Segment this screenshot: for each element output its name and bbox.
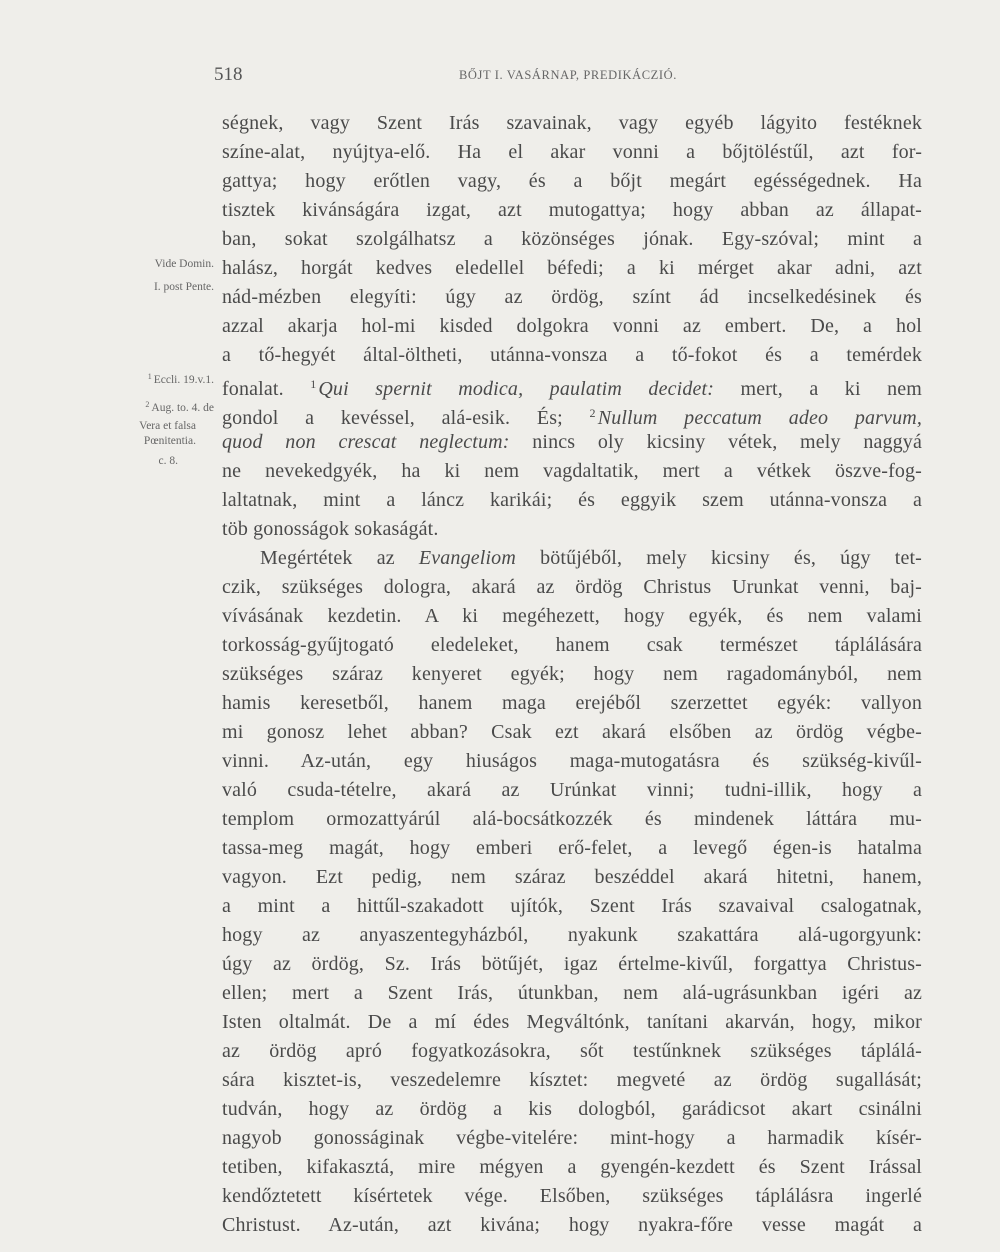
body-text bbox=[222, 109, 922, 1240]
text-line bbox=[222, 399, 922, 428]
text-run: Megértétek az bbox=[260, 547, 395, 569]
text-line: tetiben, kifakasztá, mire mégyen a gyengén-kezdett és Szent Irással bbox=[222, 1156, 922, 1178]
text-line: azzal akarja hol-mi kisded dolgokra vonni az embert. De, a hol bbox=[222, 315, 922, 337]
text-line: tudván, hogy az ördög a kis dologból, garádicsot akart csinálni bbox=[222, 1098, 922, 1120]
text-line: nád-mézben elegyíti: úgy az ördög, színt ád incselkedésinek és bbox=[222, 286, 922, 308]
text-line: ban, sokat szolgálhatsz a közönséges jónak. Egy-szóval; mint a bbox=[222, 228, 922, 250]
text-line: nagyob gonosságinak végbe-vitelére: mint-hogy a harmadik kísér- bbox=[222, 1127, 922, 1149]
text-run: mert, a ki nem bbox=[740, 378, 922, 400]
text-line: torkosság-gyűjtogató eledeleket, hanem csak természet táplálására bbox=[222, 634, 922, 656]
text-line: az ördög apró fogyatkozásokra, sőt testűnknek szükséges táplálá- bbox=[222, 1040, 922, 1062]
text-line: kendőztetett kísértetek vége. Elsőben, szükséges táplálásra ingerlé bbox=[222, 1185, 922, 1207]
text-line: vinni. Az-után, egy hiuságos maga-mutogatásra és szükség-kivűl- bbox=[222, 750, 922, 772]
margin-note-line: I. post Pente. bbox=[153, 281, 214, 293]
text-line: szükséges száraz kenyeret egyék; hogy nem ragadományból, nem bbox=[222, 663, 922, 685]
margin-note-line: Vide Domin. bbox=[154, 258, 214, 270]
latin-quote: Nullum peccatum adeo parvum, bbox=[597, 407, 922, 429]
margin-note-eccli bbox=[148, 369, 214, 388]
latin-quote: quod non crescat neglectum: bbox=[222, 431, 510, 453]
text-line: színe-alat, nyújtya-elő. Ha el akar vonni a bőjtöléstűl, azt for- bbox=[222, 141, 922, 163]
text-line: töb gonosságok sokaságát. bbox=[222, 518, 439, 540]
text-line: úgy az ördög, Sz. Irás bötűjét, igaz értelme-kivűl, forgattya Christus- bbox=[222, 953, 922, 975]
text-run: gondol a kevéssel, alá-esik. És; bbox=[222, 407, 563, 429]
text-run: bötűjéből, mely kicsiny és, úgy tet- bbox=[540, 547, 922, 569]
margin-note-line: Aug. to. 4. de bbox=[151, 402, 214, 414]
margin-note-line: Pœnitentia. bbox=[143, 435, 196, 447]
text-line: a tő-hegyét által-öltheti, utánna-vonsza a tő-fokot és a temérdek bbox=[222, 344, 922, 366]
margin-note-line: Vera et falsa bbox=[139, 420, 196, 432]
text-line bbox=[222, 370, 922, 399]
footnote-mark: 1 bbox=[147, 372, 152, 381]
latin-quote: Qui spernit modica, paulatim decidet: bbox=[318, 378, 715, 400]
text-line: hogy az anyaszentegyházból, nyakunk szakattára alá-ugorgyunk: bbox=[222, 924, 922, 946]
text-line: templom ormozattyárúl alá-bocsátkozzék és mindenek láttára mu- bbox=[222, 808, 922, 830]
margin-note-post-pente bbox=[154, 280, 214, 295]
running-head: BŐJT I. VASÁRNAP, PREDIKÁCZIÓ. bbox=[458, 68, 678, 82]
margin-note-line: c. 8. bbox=[158, 455, 178, 467]
text-line: mi gonosz lehet abban? Csak ezt akará elsőben az ördög végbe- bbox=[222, 721, 922, 743]
margin-note-line: Eccli. 19.v.1. bbox=[153, 374, 214, 386]
text-line: vagyon. Ezt pedig, nem száraz beszéddel akará hitetni, hanem, bbox=[222, 866, 922, 888]
text-line: a mint a hittűl-szakadott ujítók, Szent Irás szavaival csalogatnak, bbox=[222, 895, 922, 917]
footnote-mark: 2 bbox=[589, 406, 596, 420]
text-line: Isten oltalmát. De a mí édes Megváltónk, tanítani akarván, hogy, mikor bbox=[222, 1011, 922, 1033]
text-line: hamis keresetből, hanem maga erejéből szerzettet egyék: vallyon bbox=[222, 692, 922, 714]
margin-note-poenitentia bbox=[144, 434, 196, 449]
text-line: ségnek, vagy Szent Irás szavainak, vagy egyéb lágyito festéknek bbox=[222, 112, 922, 134]
text-line: czik, szükséges dologra, akará az ördög Christus Urunkat venni, baj- bbox=[222, 576, 922, 598]
text-line: vívásának kezdetin. A ki megéhezett, hogy egyék, és nem valami bbox=[222, 605, 922, 627]
text-line: ellen; mert a Szent Irás, útunkban, nem alá-ugrásunkban igéri az bbox=[222, 982, 922, 1004]
text-line: sára kisztet-is, veszedelemre kísztet: megveté az ördög sugallását; bbox=[222, 1069, 922, 1091]
text-line: tassa-meg magát, hogy emberi erő-felet, a levegő égen-is hatalma bbox=[222, 837, 922, 859]
text-line bbox=[222, 428, 922, 457]
text-line: tisztek kivánságára izgat, azt mutogattya; hogy abban az állapat- bbox=[222, 199, 922, 221]
text-line bbox=[222, 544, 922, 573]
text-line: halász, horgát kedves eledellel béfedi; a ki mérget akar adni, azt bbox=[222, 257, 922, 279]
text-line: való csuda-tételre, akará az Urúnkat vinni; tudni-illik, hogy a bbox=[222, 779, 922, 801]
margin-note-aug bbox=[145, 397, 214, 416]
margin-note-chapter bbox=[159, 454, 178, 469]
margin-note-vera bbox=[139, 419, 196, 434]
footnote-mark: 2 bbox=[145, 400, 150, 409]
text-run: fonalat. bbox=[222, 378, 284, 400]
text-line: gattya; hogy erőtlen vagy, és a bőjt megárt egésségednek. Ha bbox=[222, 170, 922, 192]
page-header bbox=[214, 64, 922, 90]
text-line: laltatnak, mint a láncz karikái; és eggyik szem utánna-vonsza a bbox=[222, 489, 922, 511]
italic-word: Evangeliom bbox=[418, 547, 516, 569]
footnote-mark: 1 bbox=[310, 377, 317, 391]
margin-note-vide-domin bbox=[155, 257, 214, 272]
page-number: 518 bbox=[214, 64, 243, 85]
text-line: Christust. Az-után, azt kivána; hogy nyakra-főre vesse magát a bbox=[222, 1214, 922, 1236]
text-line: ne nevekedgyék, ha ki nem vagdaltatik, mert a vétkek öszve-fog- bbox=[222, 460, 922, 482]
text-run: nincs oly kicsiny vétek, mely naggyá bbox=[532, 431, 922, 453]
